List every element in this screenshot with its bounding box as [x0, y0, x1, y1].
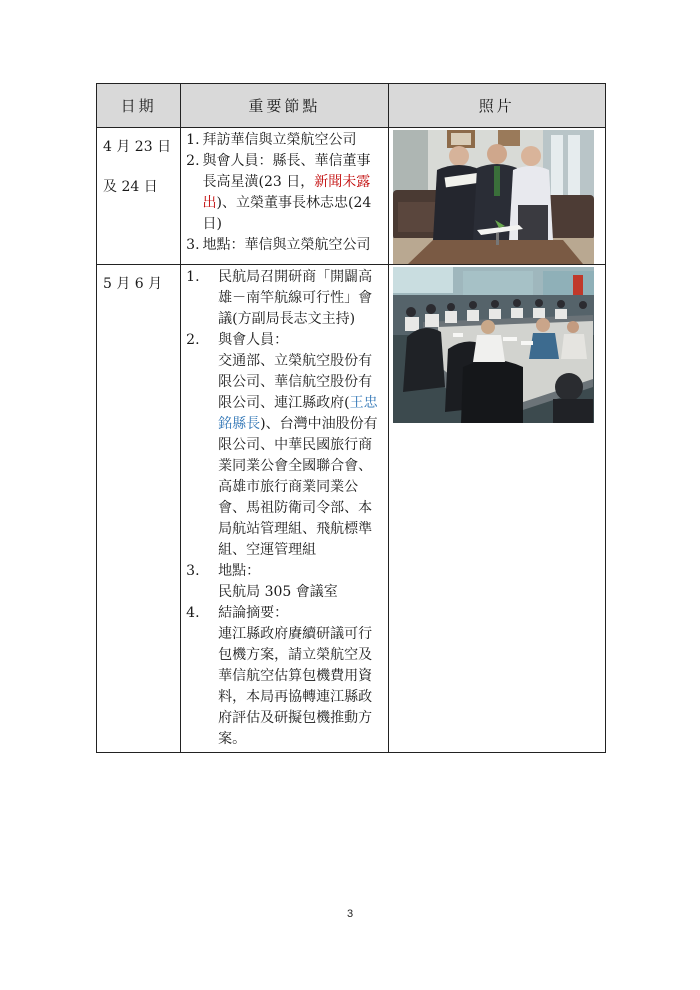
text-segment: 與會人員：縣長、華信董事長高星潢(23 日， — [202, 153, 371, 190]
text-segment: 與會人員： — [218, 332, 289, 348]
conference-room-photo-image — [393, 267, 594, 423]
table-row — [97, 265, 606, 753]
list-item-number: 4. — [186, 605, 200, 621]
list-item — [186, 267, 383, 330]
header-milestones: 重要節點 — [181, 84, 388, 128]
header-date: 日期 — [97, 84, 181, 128]
text-segment: 連江縣政府賡續研議可行包機方案，請立榮航空及華信航空估算包機費用資料，本局再協轉連江縣政府評估及研擬包機推動方案。 — [218, 626, 373, 747]
text-segment: 地點：華信與立榮航空公司 — [202, 237, 371, 253]
date-cell — [97, 265, 181, 753]
list-item-number: 2. — [186, 332, 200, 348]
text-segment: )、台灣中油股份有限公司、中華民國旅行商業同業公會全國聯合會、高雄市旅行商業同業公會、馬祖防衛司令部、本局航站管理組、飛航標準組、空運管理組 — [218, 416, 378, 558]
list-item-number: 1. — [186, 132, 200, 148]
meeting-photo-2 — [393, 267, 594, 423]
photo-cell — [388, 128, 605, 265]
highlighted-text: 新聞未露出 — [202, 174, 371, 211]
milestones-cell — [181, 265, 388, 753]
handshake-photo-image — [393, 130, 594, 264]
list-item-text — [218, 561, 383, 603]
list-item-number: 2. — [186, 153, 200, 169]
list-item-number: 3. — [186, 237, 200, 253]
text-segment: 拜訪華信與立榮航空公司 — [202, 132, 357, 148]
list-item-text — [218, 267, 383, 330]
text-segment: 結論摘要： — [218, 605, 289, 621]
milestone-list — [186, 130, 383, 256]
list-item-number: 3. — [186, 563, 200, 579]
text-segment: 交通部、立榮航空股份有限公司、華信航空股份有限公司、連江縣政府( — [218, 353, 373, 411]
date-line: 4 月 23 日 — [103, 139, 172, 155]
photo-cell — [388, 265, 605, 753]
schedule-table — [96, 83, 606, 753]
text-segment: 地點： — [218, 563, 261, 579]
list-item — [186, 235, 383, 256]
list-item — [186, 330, 383, 561]
list-item-text — [203, 151, 384, 235]
text-segment: 民航局召開研商「開闢高雄－南竿航線可行性」會議(方副局長志文主持) — [218, 269, 373, 327]
text-segment: )、立榮董事長林志忠(24 日) — [202, 195, 372, 232]
list-item-text — [218, 603, 383, 750]
list-item-text — [203, 235, 384, 256]
date-line: 5 月 6 月 — [103, 276, 163, 292]
milestones-cell — [181, 128, 388, 265]
table-header-row — [97, 84, 606, 128]
date-cell — [97, 128, 181, 265]
header-photos: 照片 — [388, 84, 605, 128]
highlighted-text: 王忠銘縣長 — [218, 395, 378, 432]
list-item-text — [203, 130, 384, 151]
milestone-list — [186, 267, 383, 750]
date-line: 及 24 日 — [103, 179, 158, 195]
list-item — [186, 603, 383, 750]
meeting-photo-1 — [393, 130, 594, 264]
list-item-text — [218, 330, 383, 561]
page-number: 3 — [346, 908, 354, 920]
table-row — [97, 128, 606, 265]
text-segment: 民航局 305 會議室 — [218, 584, 338, 600]
list-item — [186, 130, 383, 151]
list-item — [186, 561, 383, 603]
list-item — [186, 151, 383, 235]
list-item-number: 1. — [186, 269, 200, 285]
